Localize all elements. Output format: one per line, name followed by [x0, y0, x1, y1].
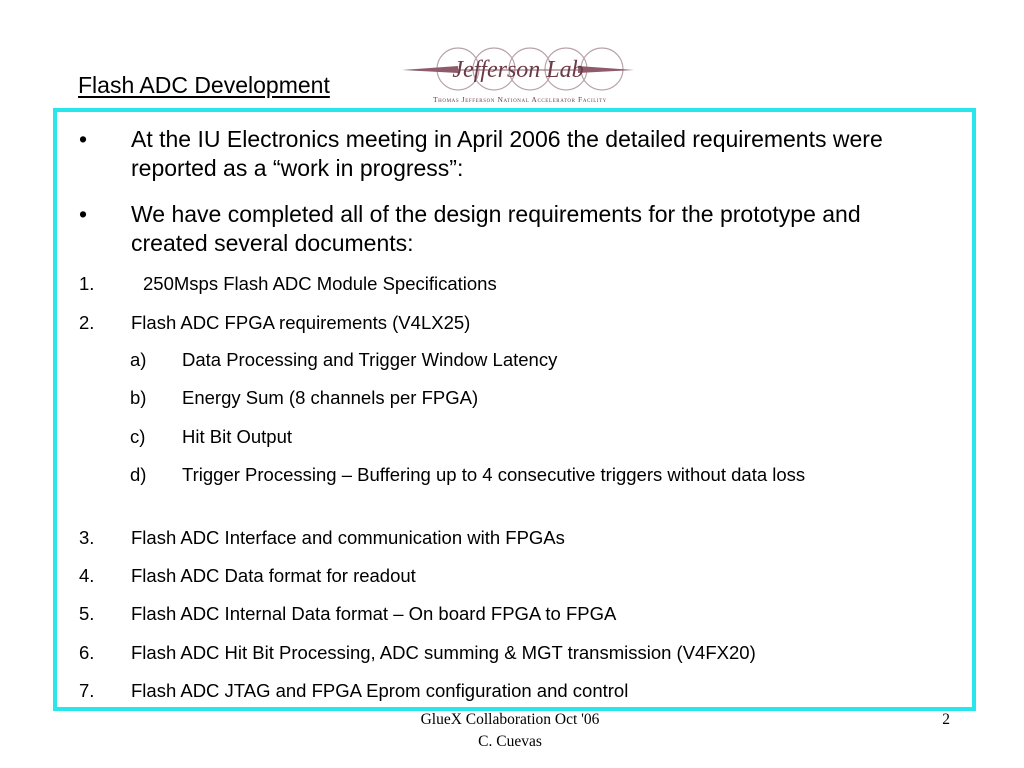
bullet-text: At the IU Electronics meeting in April 2006 the detailed requirements were reported as a “work in progress”: — [131, 126, 883, 181]
slide-footer — [380, 709, 640, 753]
sub-list-item-letter: a) — [130, 349, 147, 370]
svg-text:Jefferson Lab: Jefferson Lab — [452, 57, 584, 83]
footer-event: GlueX Collaboration Oct '06 — [420, 711, 600, 728]
list-item-text: Flash ADC Internal Data format – On board FPGA to FPGA — [131, 603, 617, 624]
list-item-number: 2. — [79, 312, 95, 333]
list-item-number: 4. — [79, 565, 95, 586]
list-item-text: 250Msps Flash ADC Module Specifications — [143, 273, 497, 294]
sub-list-item-letter: c) — [130, 426, 146, 447]
logo-tagline: Thomas Jefferson National Accelerator Facility — [432, 95, 608, 104]
jefferson-lab-logo-graphic — [398, 46, 638, 96]
sub-list-item-letter: d) — [130, 464, 147, 485]
list-item-text: Flash ADC Data format for readout — [131, 565, 416, 586]
bullet-text: We have completed all of the design requirements for the prototype and created several documents: — [131, 201, 861, 256]
list-item-text: Flash ADC Interface and communication with FPGAs — [131, 527, 565, 548]
list-item-text: Flash ADC FPGA requirements (V4LX25) — [131, 312, 471, 333]
list-item-number: 5. — [79, 603, 95, 624]
jefferson-lab-logo — [398, 46, 638, 108]
sub-list-item-text: Energy Sum (8 channels per FPGA) — [182, 387, 479, 408]
list-item-number: 3. — [79, 527, 95, 548]
sub-list-item-letter: b) — [130, 387, 147, 408]
list-item-text: Flash ADC Hit Bit Processing, ADC summing & MGT transmission (V4FX20) — [131, 642, 756, 663]
list-item-number: 6. — [79, 642, 95, 663]
sub-list-item-text: Data Processing and Trigger Window Latency — [182, 349, 558, 370]
bullet-marker: • — [79, 126, 88, 152]
list-item-number: 7. — [79, 680, 95, 701]
slide-title: Flash ADC Development — [78, 72, 330, 98]
list-item-number: 1. — [79, 273, 95, 294]
footer-author: C. Cuevas — [478, 733, 542, 750]
bullet-marker: • — [79, 201, 88, 227]
sub-list-item-text: Trigger Processing – Buffering up to 4 consecutive triggers without data loss — [182, 464, 806, 485]
page-number: 2 — [942, 711, 950, 728]
sub-list-item-text: Hit Bit Output — [182, 426, 293, 447]
list-item-text: Flash ADC JTAG and FPGA Eprom configuration and control — [131, 680, 629, 701]
